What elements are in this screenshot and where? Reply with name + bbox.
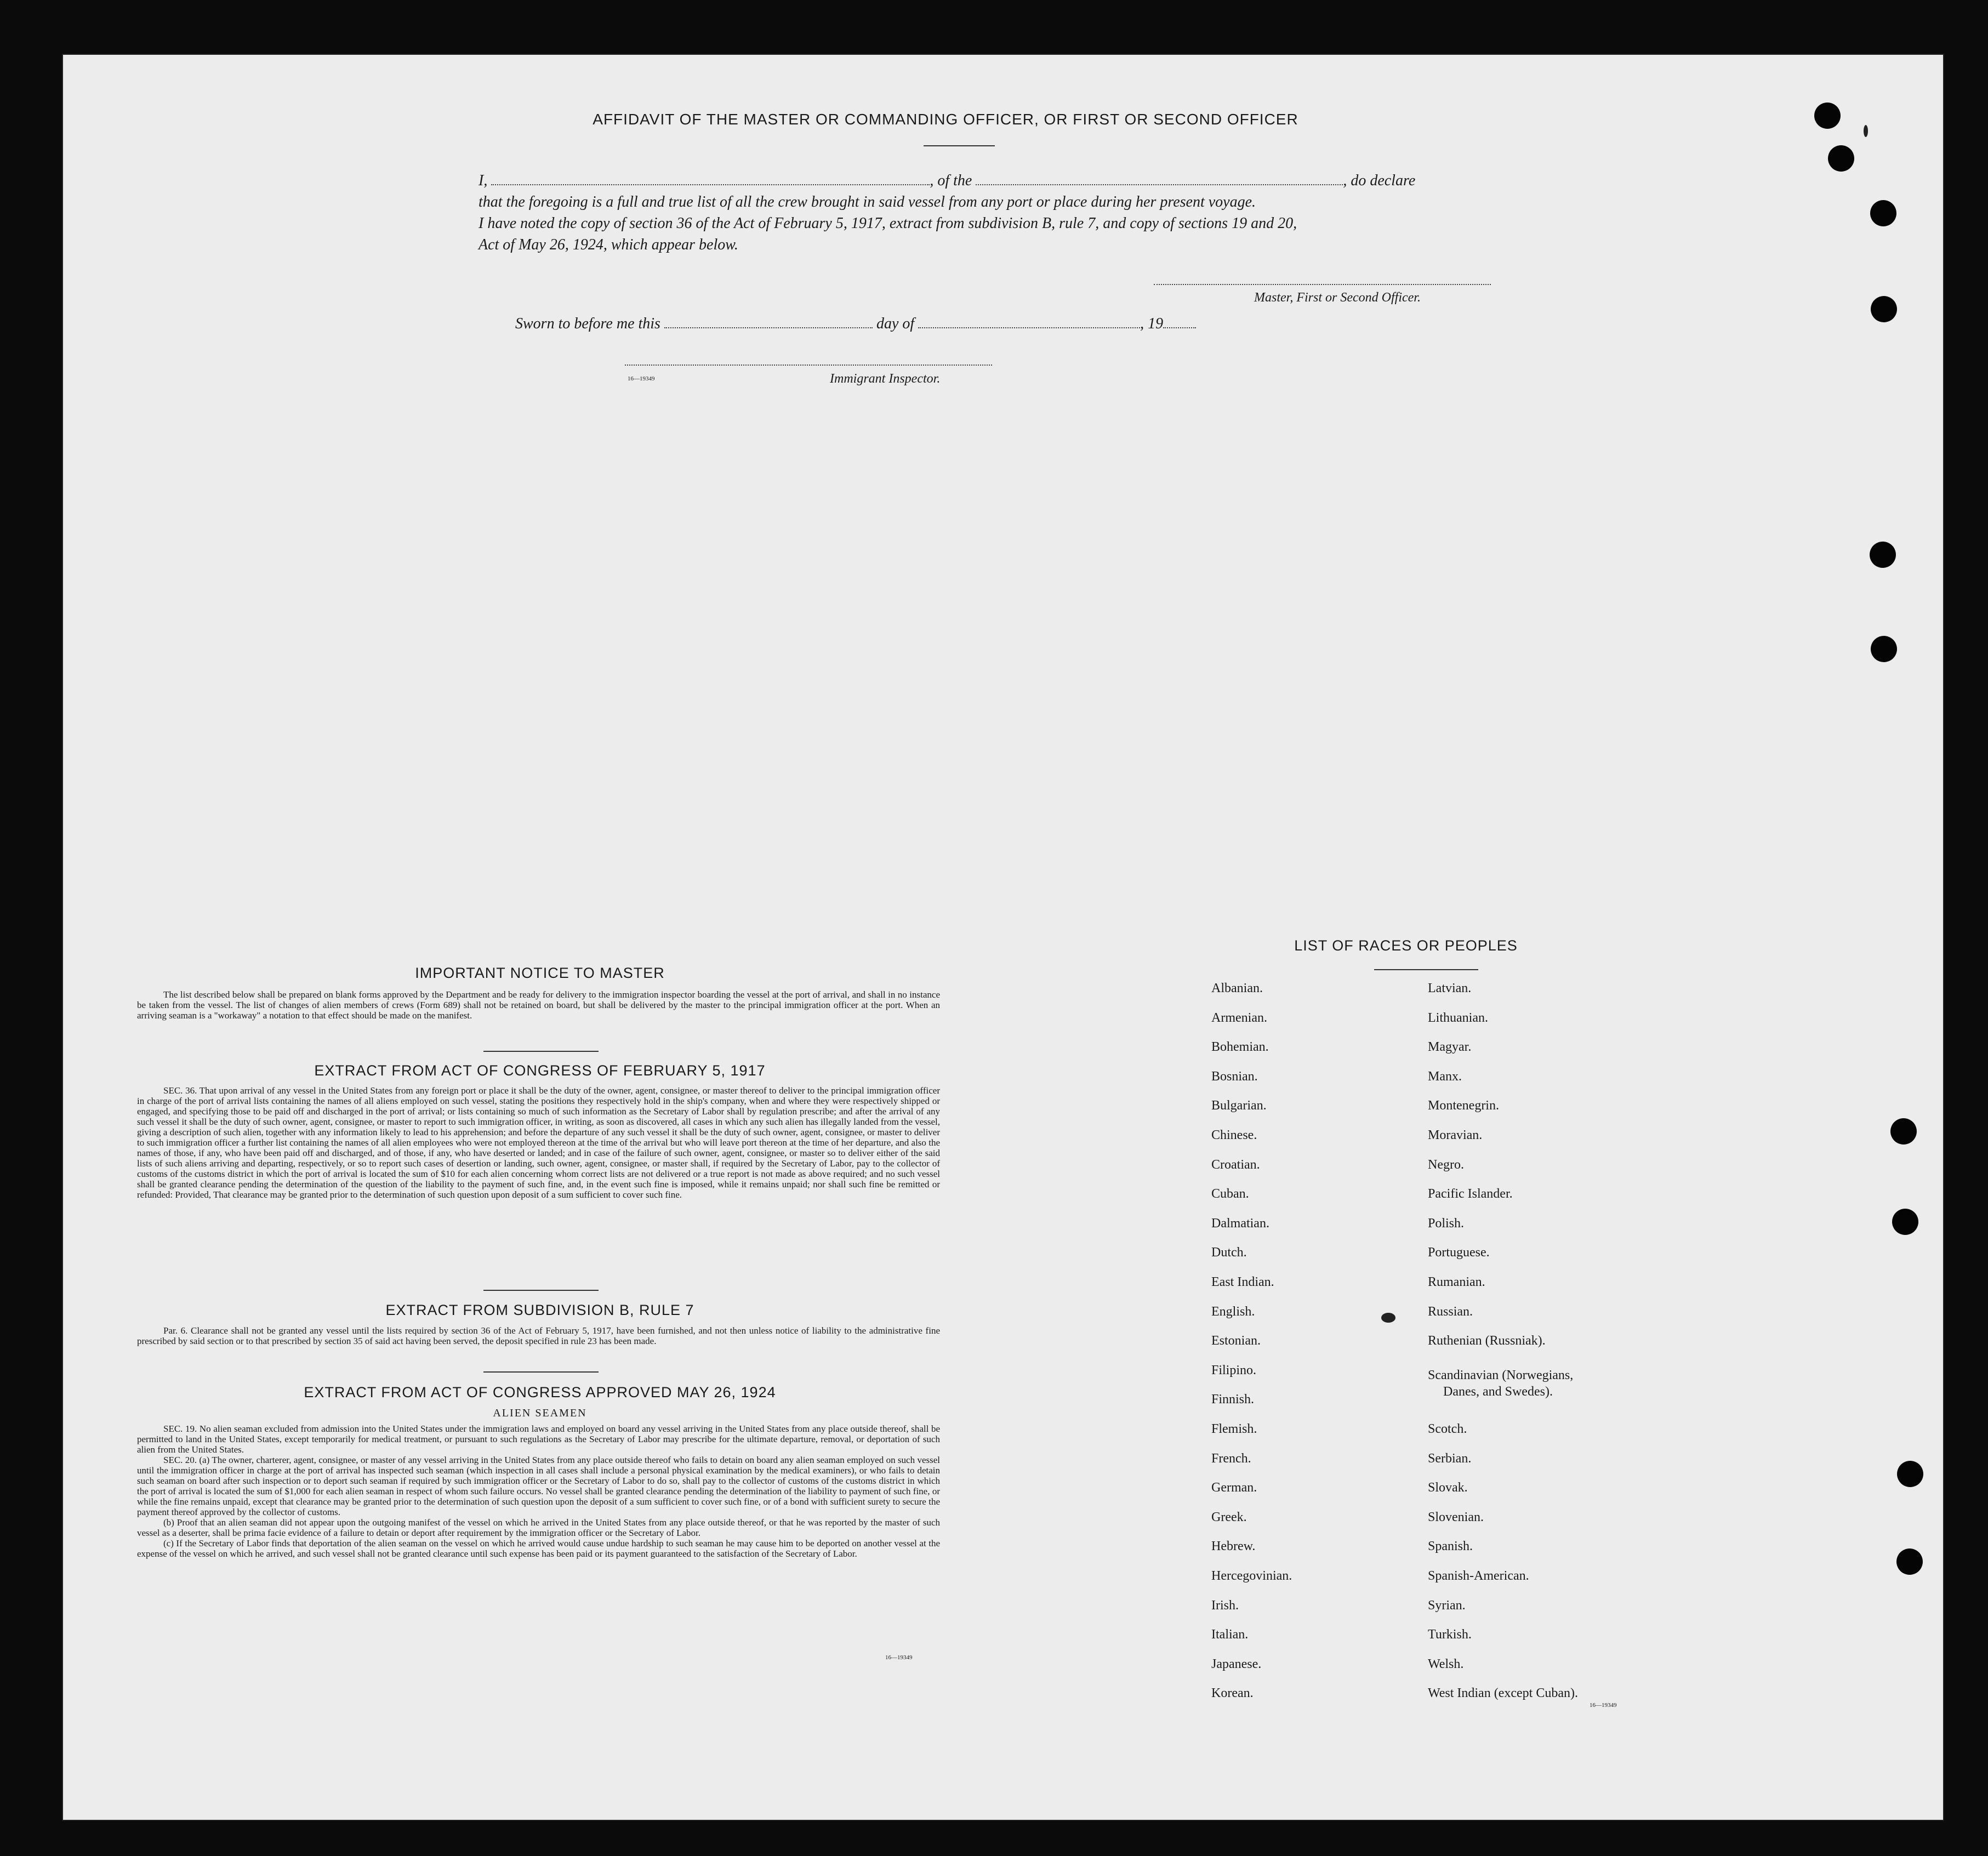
- race-item: Cuban.: [1211, 1187, 1249, 1202]
- affidavit-line-3: I have noted the copy of section 36 of the Act of February 5, 1917, extract from subdivision B, rule 7, and copy of sections 19 and 20,: [479, 215, 1297, 232]
- race-item: Rumanian.: [1428, 1275, 1485, 1289]
- race-item: German.: [1211, 1481, 1257, 1495]
- race-item: Scandinavian (Norwegians,: [1428, 1368, 1574, 1382]
- sec-20a-paragraph: SEC. 20. (a) The owner, charterer, agent, consignee, or master of any vessel arriving in the United States from any place outside thereof who fails to detain on board any alien seaman employed on such vessel until the immigration officer in charge at the port of arrival has inspected such seaman (which inspection in all cases shall include a personal physical examination by the medical examiners), or who fails to detain such seaman on board after such inspection or to deport such seaman if required by such immigration officer or the Secretary of Labor to do so, shall pay to the collector of customs of the customs district in which the port of arrival is located the sum of $1,000 for each alien seaman in respect of whom such failure occurs. No vessel shall be granted clearance pending the determination of the liability to payment of such fine, or while the fine remains unpaid, except that clearance may be granted prior to the determination of such question upon the deposit of a sum sufficient to cover such fine, or of a bond with sufficient surety to secure the payment thereof approved by the collector of customs.: [137, 1455, 940, 1517]
- binder-hole: [1870, 200, 1896, 226]
- sec-20b-paragraph: (b) Proof that an alien seaman did not appear upon the outgoing manifest of the vessel on which he arrived in the United States from any place outside thereof, or that he was reported by the master of such vessel as a deserter, shall be prima facie evidence of a failure to detain or deport after requirement by the immigration officer or the Secretary of Labor.: [137, 1517, 940, 1538]
- race-item: Turkish.: [1428, 1627, 1472, 1642]
- race-item: Hebrew.: [1211, 1539, 1256, 1554]
- race-item: Filipino.: [1211, 1363, 1257, 1377]
- extract-1924-body: [137, 1424, 940, 1559]
- sworn-year-field[interactable]: [1163, 327, 1196, 328]
- document-page: [63, 55, 1943, 1820]
- notice-paragraph: The list described below shall be prepared on blank forms approved by the Department and be ready for delivery to the immigration inspector boarding the vessel at the port of arrival, and shall in no instance be taken from the vessel. The list of changes of alien members of crews (Form 689) shall not be retained on board, but shall be delivered by the master to the principal immigration officer at the port. When an arriving seaman is a "workaway" a notation to that effect should be made on the manifest.: [137, 989, 940, 1021]
- extract-1917-title: EXTRACT FROM ACT OF CONGRESS OF FEBRUARY 5, 1917: [314, 1062, 766, 1079]
- race-item: Hercegovinian.: [1211, 1569, 1292, 1583]
- race-item: Polish.: [1428, 1216, 1465, 1231]
- race-item: Armenian.: [1211, 1010, 1267, 1025]
- binder-hole: [1828, 145, 1854, 172]
- race-item: Greek.: [1211, 1510, 1247, 1524]
- race-item: Welsh.: [1428, 1656, 1464, 1671]
- race-item: Moravian.: [1428, 1128, 1483, 1142]
- rule-7-body: [137, 1325, 940, 1346]
- ink-speck: [1381, 1313, 1395, 1323]
- notice-body: [137, 989, 940, 1021]
- race-item: Dalmatian.: [1211, 1216, 1269, 1231]
- race-item: Danes, and Swedes).: [1443, 1385, 1553, 1399]
- race-item: Serbian.: [1428, 1451, 1472, 1466]
- race-item: Montenegrin.: [1428, 1098, 1499, 1113]
- race-item: Lithuanian.: [1428, 1010, 1488, 1025]
- declarant-prefix: I,: [479, 172, 488, 189]
- section-divider: [483, 1290, 599, 1291]
- race-item: Japanese.: [1211, 1656, 1262, 1671]
- inspector-caption: Immigrant Inspector.: [830, 372, 941, 386]
- sworn-label: Sworn to before me this: [515, 315, 660, 332]
- day-of-label: day of: [876, 315, 915, 332]
- race-item: Dutch.: [1211, 1245, 1247, 1260]
- race-item: Chinese.: [1211, 1128, 1257, 1142]
- race-item: Portuguese.: [1428, 1245, 1490, 1260]
- race-item: Irish.: [1211, 1598, 1239, 1613]
- affidavit-line-4: Act of May 26, 1924, which appear below.: [479, 236, 738, 253]
- sec-20c-paragraph: (c) If the Secretary of Labor finds that deportation of the alien seaman on the vessel on which he arrived would cause undue hardship to such seaman he may cause him to be deported on another vessel at the expense of the vessel on which he arrived, and such vessel shall not be granted clearance until such expense has been paid or its payment guaranteed to the satisfaction of the Secretary of Labor.: [137, 1538, 940, 1559]
- race-item: Italian.: [1211, 1627, 1249, 1642]
- race-item: Negro.: [1428, 1157, 1464, 1172]
- race-item: Albanian.: [1211, 981, 1263, 995]
- race-item: Spanish.: [1428, 1539, 1473, 1554]
- officer-caption: Master, First or Second Officer.: [1254, 291, 1421, 305]
- races-title: LIST OF RACES OR PEOPLES: [1294, 937, 1518, 954]
- binder-hole: [1890, 1118, 1917, 1145]
- section-36-paragraph: SEC. 36. That upon arrival of any vessel in the United States from any foreign port or place it shall be the duty of the owner, agent, consignee, or master thereof to deliver to the principal immigration officer in charge of the port of arrival lists containing the names of all aliens employed on such vessel, stating the positions they respectively hold in the ship's company, when and where they were respectively shipped or engaged, and specifying those to be paid off and discharged in the port of arrival; or lists containing so much of such information as the Secretary of Labor shall by regulation prescribe; and after the arrival of any such vessel it shall be the duty of such owner, agent, consignee, or master to report to such immigration officer, in writing, as soon as discovered, all cases in which any such alien has illegally landed from the vessel, giving a description of such alien, together with any information likely to lead to his apprehension; and before the departure of any such vessel it shall be the duty of such owner, agent, consignee, or master to deliver to such immigration officer a further list containing the names of all alien employees who were not employed thereon at the time of the arrival but who will leave port thereon at the time of her departure, and also the names of those, if any, who have been paid off and discharged, and of those, if any, who have deserted or landed; and in case of the failure of such owner, agent, consignee, or master so to deliver either of the said lists of such aliens arriving and departing, respectively, or so to report such cases of desertion or landing, such owner, agent, consignee, or master shall, if required by the Secretary of Labor, pay to the collector of customs of the customs district in which the port of arrival is located the sum of $10 for each alien concerning whom correct lists are not delivered or a true report is not made as above required; and no such vessel shall be granted clearance pending the determination of the question of the liability to the payment of such fine, and, in the event such fine is imposed, while it remains unpaid; nor shall such fine be remitted or refunded: Provided, That clearance may be granted prior to the determination of such question upon deposit of a sum sufficient to cover such fine.: [137, 1085, 940, 1200]
- sec-19-paragraph: SEC. 19. No alien seaman excluded from admission into the United States under the immigration laws and employed on board any vessel arriving in the United States from any place outside thereof, shall be permitted to land in the United States, except temporarily for medical treatment, or pursuant to such regulations as the Secretary of Labor may prescribe for the ultimate departure, removal, or deportation of such alien from the United States.: [137, 1424, 940, 1455]
- races-form-number: 16—19349: [1590, 1702, 1617, 1709]
- title-divider: [924, 145, 995, 146]
- extract-1924-form-number: 16—19349: [885, 1654, 913, 1661]
- race-item: Scotch.: [1428, 1422, 1467, 1436]
- race-item: East Indian.: [1211, 1275, 1274, 1289]
- affidavit-line-2: that the foregoing is a full and true list of all the crew brought in said vessel from any port or place during her present voyage.: [479, 193, 1256, 210]
- binder-hole: [1892, 1209, 1918, 1235]
- par-6-paragraph: Par. 6. Clearance shall not be granted any vessel until the lists required by section 36 of the Act of February 5, 1917, have been furnished, and not then unless notice of liability to the administrative fine prescribed by said section or to that prescribed by section 35 of said act having been served, the deposit specified in rule 23 has been made.: [137, 1325, 940, 1346]
- binder-hole: [1814, 103, 1841, 129]
- race-item: Slovenian.: [1428, 1510, 1484, 1524]
- ink-speck: [1864, 125, 1868, 137]
- race-item: Pacific Islander.: [1428, 1187, 1513, 1202]
- affidavit-title: AFFIDAVIT OF THE MASTER OR COMMANDING OFFICER, OR FIRST OR SECOND OFFICER: [593, 111, 1298, 128]
- race-item: Bosnian.: [1211, 1069, 1258, 1084]
- binder-hole: [1871, 296, 1897, 322]
- race-item: Finnish.: [1211, 1392, 1255, 1407]
- section-divider: [483, 1051, 599, 1052]
- race-item: Syrian.: [1428, 1598, 1466, 1613]
- race-item: Russian.: [1428, 1304, 1473, 1319]
- race-item: Spanish-American.: [1428, 1569, 1529, 1583]
- officer-signature-field[interactable]: [1154, 284, 1491, 285]
- do-declare-label: , do declare: [1343, 172, 1416, 189]
- race-item: English.: [1211, 1304, 1255, 1319]
- race-item: Korean.: [1211, 1686, 1254, 1701]
- affidavit-form-number: 16—19349: [628, 375, 655, 382]
- race-item: Croatian.: [1211, 1157, 1260, 1172]
- race-item: West Indian (except Cuban).: [1428, 1686, 1578, 1701]
- of-the-label: , of the: [930, 172, 972, 189]
- race-item: Flemish.: [1211, 1422, 1257, 1436]
- race-item: Ruthenian (Russniak).: [1428, 1334, 1546, 1348]
- sworn-line: [515, 315, 1196, 333]
- race-item: Bohemian.: [1211, 1040, 1269, 1055]
- race-item: Manx.: [1428, 1069, 1462, 1084]
- races-divider: [1374, 969, 1478, 970]
- section-divider: [483, 1371, 599, 1373]
- race-item: Estonian.: [1211, 1334, 1261, 1348]
- race-item: French.: [1211, 1451, 1251, 1466]
- year-prefix: , 19: [1140, 315, 1164, 332]
- inspector-signature-field[interactable]: [625, 365, 992, 366]
- binder-hole: [1870, 542, 1896, 568]
- alien-seamen-subtitle: ALIEN SEAMEN: [493, 1407, 587, 1419]
- race-item: Slovak.: [1428, 1481, 1468, 1495]
- extract-1917-body: [137, 1085, 940, 1200]
- affidavit-line-1: [479, 172, 1415, 190]
- binder-hole: [1897, 1461, 1923, 1487]
- declarant-name-field[interactable]: [491, 184, 930, 185]
- vessel-name-field[interactable]: [976, 184, 1343, 185]
- extract-1924-title: EXTRACT FROM ACT OF CONGRESS APPROVED MAY 26, 1924: [304, 1384, 776, 1400]
- notice-title: IMPORTANT NOTICE TO MASTER: [415, 965, 665, 981]
- race-item: Bulgarian.: [1211, 1098, 1267, 1113]
- sworn-day-field[interactable]: [664, 327, 873, 328]
- race-item: Magyar.: [1428, 1040, 1472, 1055]
- binder-hole: [1896, 1548, 1923, 1575]
- rule-7-title: EXTRACT FROM SUBDIVISION B, RULE 7: [385, 1302, 694, 1318]
- race-item: Latvian.: [1428, 981, 1472, 995]
- sworn-month-field[interactable]: [918, 327, 1140, 328]
- binder-hole: [1871, 636, 1897, 662]
